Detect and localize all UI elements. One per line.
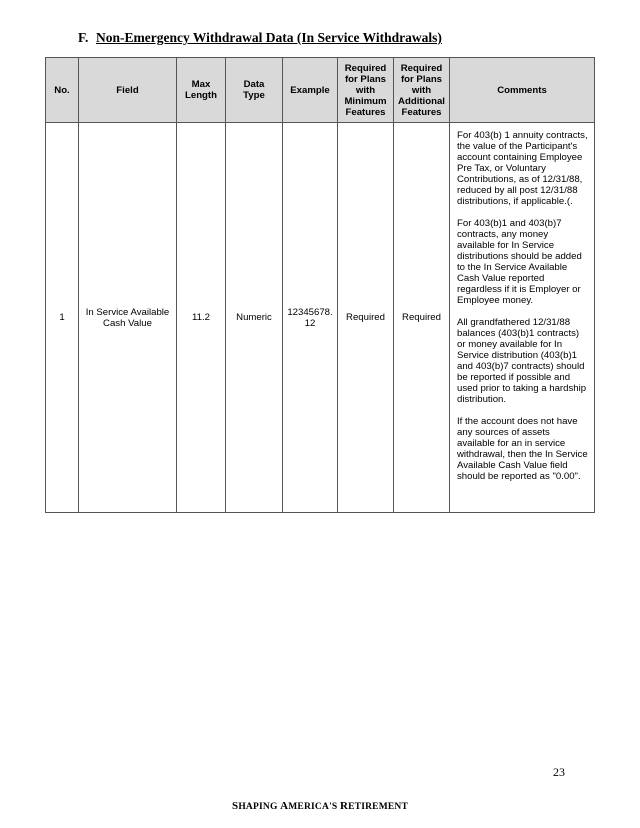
cell-required-minimum: Required	[338, 123, 394, 513]
header-comments: Comments	[450, 58, 595, 123]
footer: SHAPING AMERICA'S RETIREMENT	[232, 800, 408, 812]
section-letter: F.	[78, 30, 89, 45]
comment-paragraph: For 403(b)1 and 403(b)7 contracts, any money available for In Service distributions should be added to the In Service Available Cash Value reported regardless if it is Employer or Employee money.	[457, 218, 582, 306]
cell-max-length: 11.2	[177, 123, 226, 513]
page-number: 23	[553, 765, 565, 779]
header-data-type: Data Type	[226, 58, 283, 123]
header-required-additional: Required for Plans with Additional Features	[394, 58, 450, 123]
header-example: Example	[283, 58, 338, 123]
header-required-minimum: Required for Plans with Minimum Features	[338, 58, 394, 123]
cell-example	[283, 123, 338, 513]
cell-field: In Service Available Cash Value	[79, 123, 177, 513]
cell-required-additional: Required	[394, 123, 450, 513]
section-title: Non-Emergency Withdrawal Data (In Service Withdrawals)	[96, 30, 442, 45]
cell-no: 1	[46, 123, 79, 513]
comment-paragraph: If the account does not have any sources of assets available for an in service withdrawal, then the In Service Available Cash Value field should be reported as "0.00".	[457, 416, 588, 482]
comment-paragraph: All grandfathered 12/31/88 balances (403(b)1 contracts) or money available for In Service distribution (403(b)1 and 403(b)7 contracts) should be reported if possible and used prior to taking a hardship distribution.	[457, 317, 587, 405]
withdrawal-data-table	[45, 57, 595, 513]
table-row	[46, 123, 595, 513]
comment-paragraph: For 403(b) 1 annuity contracts, the value of the Participant's account containing Employee Pre Tax, or Voluntary Contributions, as of 12/31/88, reduced by all post 12/31/88 distributions, if applicable.(.	[457, 130, 588, 207]
table-header-row	[46, 58, 595, 123]
header-max-length: Max Length	[177, 58, 226, 123]
header-field: Field	[79, 58, 177, 123]
section-heading	[78, 30, 442, 46]
cell-comments	[450, 123, 595, 513]
cell-data-type: Numeric	[226, 123, 283, 513]
example-value: 12345678. 12	[287, 306, 333, 329]
header-no: No.	[46, 58, 79, 123]
